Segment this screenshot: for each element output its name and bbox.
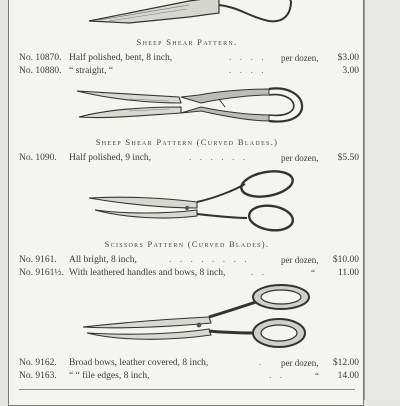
product-row: [19, 357, 361, 369]
item-description: Half polished, bent, 8 inch,: [69, 53, 173, 63]
page-margin: [364, 0, 400, 400]
item-price: $12.00: [332, 358, 359, 368]
leader-dots: . .: [269, 371, 286, 381]
leather-bow-scissors-icon: [79, 283, 319, 353]
item-description: Half polished, 9 inch,: [69, 153, 152, 163]
item-price: $5.50: [337, 153, 359, 163]
item-unit: per dozen,: [281, 358, 319, 368]
item-unit: “: [311, 268, 315, 278]
item-unit: per dozen,: [281, 255, 319, 265]
item-price: 14.00: [337, 371, 359, 381]
leader-dots: . . . .: [229, 66, 267, 76]
item-number: No. 9163.: [19, 371, 57, 381]
item-unit: per dozen,: [281, 53, 319, 63]
item-number: No. 1090.: [19, 153, 57, 163]
sheep-shear-icon: [69, 0, 309, 35]
product-row: [19, 254, 361, 266]
item-number: No. 9161½.: [19, 268, 64, 278]
leader-dots: . .: [251, 268, 268, 278]
item-description: “ “ file edges, 8 inch,: [69, 371, 150, 381]
item-number: No. 10880.: [19, 66, 62, 76]
product-row: [19, 267, 361, 279]
section-caption: Sheep Shear Pattern.: [136, 37, 238, 47]
leader-dots: . . . . . .: [189, 153, 249, 163]
item-unit: “: [315, 371, 319, 381]
bottom-rule: [19, 389, 355, 390]
item-description: Broad bows, leather covered, 8 inch,: [69, 358, 209, 368]
section-caption: Scissors Pattern (Curved Blades).: [104, 239, 270, 249]
section-caption: Sheep Shear Pattern (Curved Blades.): [95, 137, 279, 147]
item-price: $3.00: [337, 53, 359, 63]
leader-dots: . . . . . . . .: [169, 255, 250, 265]
curved-scissors-icon: [85, 168, 305, 236]
item-description: With leathered handles and bows, 8 inch,: [69, 268, 226, 278]
item-price: 11.00: [337, 268, 359, 278]
item-description: “ straight, “: [69, 66, 114, 76]
item-description: All bright, 8 inch,: [69, 255, 137, 265]
product-row: [19, 65, 361, 77]
product-row: [19, 152, 361, 164]
product-row: [19, 370, 361, 382]
product-row: [19, 52, 361, 64]
catalog-page: [8, 0, 364, 406]
item-price: $10.00: [332, 255, 359, 265]
item-price: 3.00: [342, 66, 359, 76]
item-number: No. 9162.: [19, 358, 57, 368]
leader-dots: . . . .: [229, 53, 267, 63]
curved-sheep-shear-icon: [69, 81, 319, 131]
item-number: No. 9161.: [19, 255, 57, 265]
leader-dots: .: [259, 358, 265, 368]
item-number: No. 10870.: [19, 53, 62, 63]
item-unit: per dozen,: [281, 153, 319, 163]
